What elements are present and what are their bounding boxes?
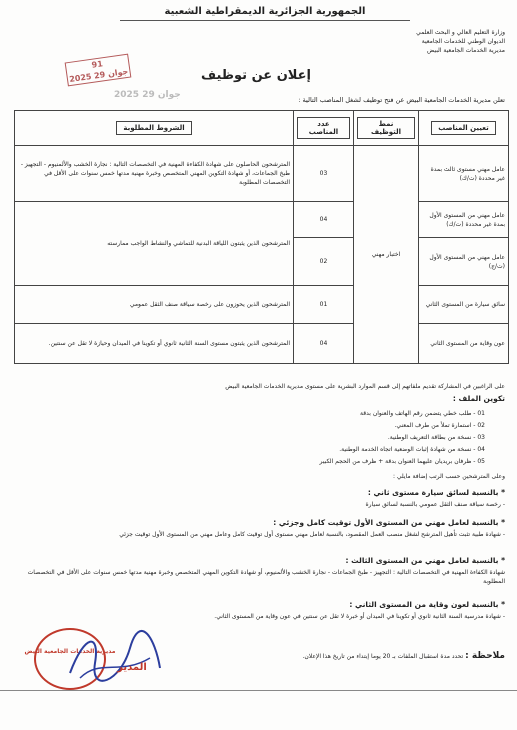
org-line-directorate: مديرية الخدمات الجامعية البيض: [427, 47, 505, 54]
table-row: [15, 202, 509, 238]
table-header-row: [15, 111, 509, 146]
director-title: المدير: [117, 662, 147, 673]
mode-cell: اختبار مهني: [354, 146, 419, 364]
conditions-cell: المترشحون الذين يثبتون مستوى السنة الثانية ثانوي أو تكوينا في الميدان وحيازة لا تقل عن سنتين.: [15, 324, 294, 364]
stamp-date: 2025 جوان 29: [68, 66, 129, 85]
conditions-cell: المترشحون الذين يثبتون اللياقة البدنية للتماشي والنشاط الواجب ممارسته: [15, 202, 294, 286]
table-row: [15, 286, 509, 324]
announcement-title: إعلان عن توظيف: [201, 68, 311, 83]
post-cell: عامل مهني مستوى ثالث بمدة غير محددة (ت/ك): [419, 146, 509, 202]
list-item: 04 - نسخة من شهادة إثبات الوضعية اتجاه الخدمة الوطنية.: [339, 446, 485, 453]
republic-header: الجمهورية الجزائرية الديمقراطية الشعبية: [164, 6, 366, 17]
count-cell: 01: [294, 286, 354, 324]
section-heading: * بالنسبة لعامل مهني من المستوى الأول توقيت كامل وجزئي :: [273, 518, 505, 527]
post-cell: سائق سيارة من المستوى الثاني: [419, 286, 509, 324]
header-divider: [120, 20, 410, 21]
bottom-divider: [0, 690, 517, 691]
section-text: - شهادة طبية تثبت تأهيل المترشح لشغل منصب العمل المقصود، بالنسبة لعامل مهني مستوى أول توقيت كامل وعامل مهني من المستوى الأول توقيت جزئي: [119, 531, 505, 538]
list-item: 02 - استمارة تملأ من طرف المعني.: [394, 422, 485, 429]
post-cell: عامل مهني من المستوى الأول بمدة غير محددة (ت/ك): [419, 202, 509, 238]
count-cell: 03: [294, 146, 354, 202]
file-items-list: [5, 408, 505, 468]
intro-text: تعلن مديرية الخدمات الجامعية البيض عن فتح توظيف لشغل المناصب التالية :: [298, 96, 505, 104]
stamp-text: مديرية الخدمات الجامعية البيض: [24, 648, 116, 655]
section-text: - شهادة مدرسية السنة الثانية ثانوي أو تكوينا في الميدان أو خبرة لا تقل عن سنتين في عون وقاية من المستوى الثاني.: [214, 613, 505, 620]
list-item: 03 - نسخة من بطاقة التعريف الوطنية.: [387, 434, 485, 441]
conditions-cell: المترشحون الذين يحوزون على رخصة سياقة صنف الثقل عمومي: [15, 286, 294, 324]
org-line-office: الديوان الوطني للخدمات الجامعية: [421, 38, 505, 45]
stamp-number: 91: [91, 59, 104, 70]
section-text: شهادة الكفاءة المهنية في التخصصات التالية : التجهيز - طبخ الجماعات - نجارة الخشب والألمنيوم، أو شهادة التكوين المهني المتخصص وخبرة مهنية مدتها خمس سنوات على الأقل في التخصصات المطلوبة: [27, 569, 505, 585]
list-item: 01 - طلب خطي يتضمن رقم الهاتف والعنوان بدقة: [360, 410, 485, 417]
table-row: [15, 324, 509, 364]
table-row: [15, 146, 509, 202]
count-cell: 02: [294, 238, 354, 286]
org-line-ministry: وزارة التعليم العالي و البحث العلمي: [416, 29, 505, 36]
note-text: تحدد مدة استقبال الملفات بـ 20 يوما إبتداء من تاريخ هذا الإعلان.: [302, 653, 464, 660]
conditions-cell: المترشحون الحاصلون على شهادة الكفاءة المهنية في التخصصات التالية : نجارة الخشب والألمنيوم - التجهيز - طبخ الجماعات، أو شهادة التكوين المهني المتخصص وخبرة مهنية مدتها خمس سنوات على الأقل في التخصصات المطلوبة: [15, 146, 294, 202]
header-post: تعيين المناصب: [419, 111, 509, 146]
by-rank-text: وعلى المترشحين حسب الرتب إضافة مايلي :: [393, 473, 505, 480]
header-mode: نمط التوظيف: [354, 111, 419, 146]
section-heading: * بالنسبة لعامل مهني من المستوى الثالث :: [345, 556, 505, 565]
handwritten-signature: [60, 628, 170, 688]
positions-table: [14, 110, 509, 364]
header-conditions: الشروط المطلوبة: [15, 111, 294, 146]
section-text: - رخصة سياقة صنف الثقل عمومي بالنسبة لسائق سيارة: [365, 501, 505, 508]
ghost-date-stamp: 2025 جوان 29: [114, 90, 181, 100]
applicants-note: على الراغبين في المشاركة تقديم ملفاتهم إلى قسم الموارد البشرية على مستوى مديرية الخدمات الجامعية البيض: [225, 383, 505, 390]
reception-stamp: [65, 54, 132, 87]
note-label: ملاحظة :: [465, 651, 505, 661]
post-cell: عامل مهني من المستوى الأول (ت/ج): [419, 238, 509, 286]
file-title: تكوين الملف :: [452, 394, 505, 403]
post-cell: عون وقاية من المستوى الثاني: [419, 324, 509, 364]
organization-block: [416, 28, 505, 55]
count-cell: 04: [294, 202, 354, 238]
count-cell: 04: [294, 324, 354, 364]
header-count: عدد المناصب: [294, 111, 354, 146]
section-heading: * بالنسبة لسائق سيارة مستوى ثاني :: [367, 488, 505, 497]
list-item: 05 - ظرفان بريديان عليهما العنوان بدقة + ظرف من الحجم الكبير: [319, 458, 485, 465]
section-heading: * بالنسبة لعون وقاية من المستوى الثاني :: [349, 600, 505, 609]
